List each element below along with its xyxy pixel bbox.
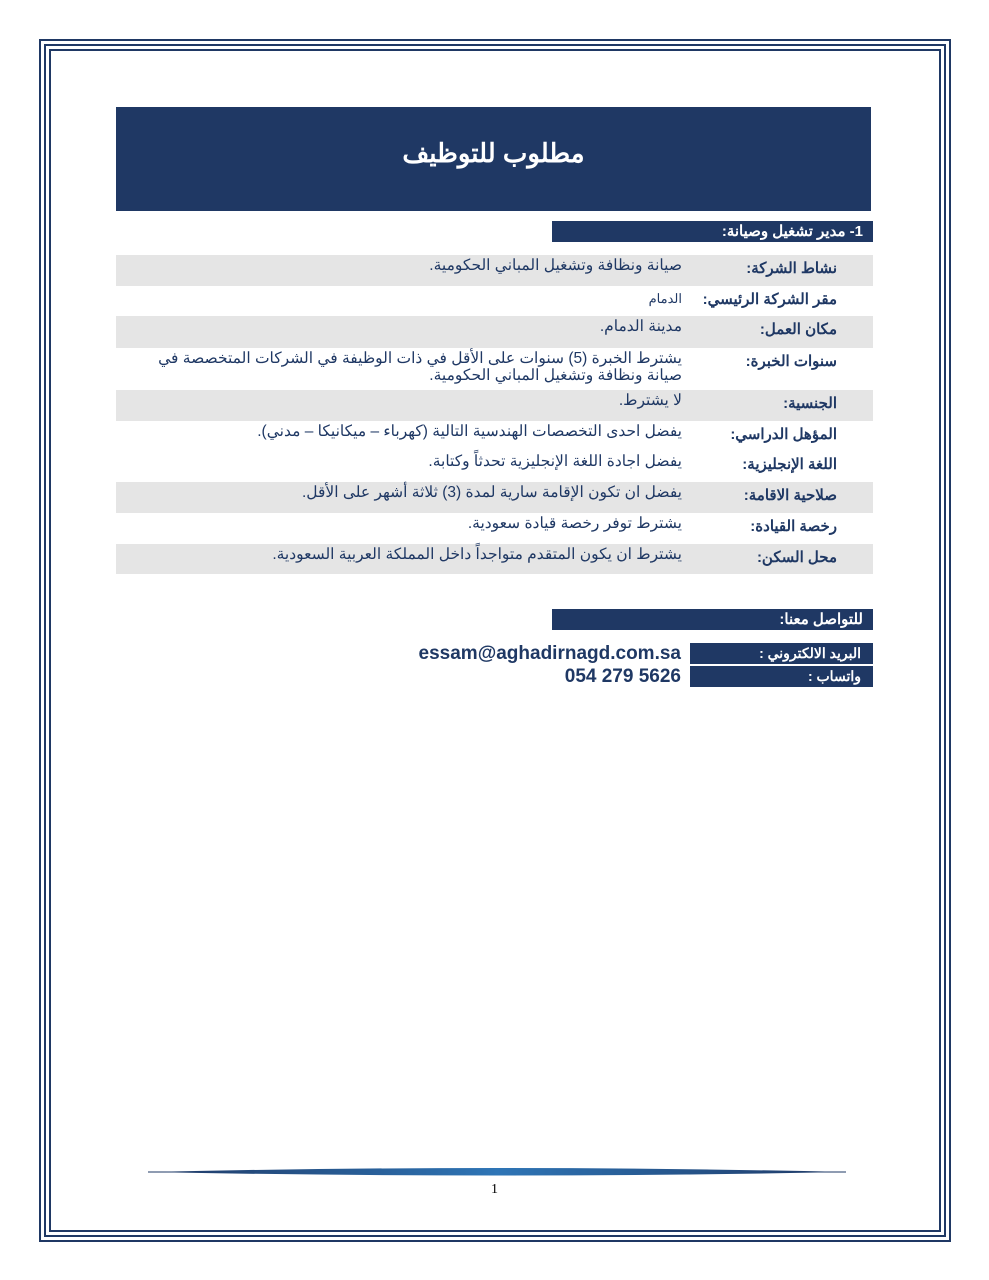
detail-row	[116, 544, 873, 574]
detail-value: صيانة ونظافة وتشغيل المباني الحكومية.	[429, 257, 682, 274]
detail-label: صلاحية الاقامة:	[743, 487, 837, 504]
whatsapp-number[interactable]: 054 279 5626	[564, 666, 681, 687]
detail-label: نشاط الشركة:	[746, 260, 837, 277]
detail-label: مكان العمل:	[759, 321, 837, 338]
detail-label: الجنسية:	[783, 395, 837, 412]
detail-row	[116, 255, 873, 286]
section-job-title: 1- مدير تشغيل وصيانة:	[552, 221, 873, 242]
detail-label: رخصة القيادة:	[750, 518, 837, 535]
detail-value: يفضل ان تكون الإقامة سارية لمدة (3) ثلاثة أشهر على الأقل.	[301, 484, 682, 501]
detail-label: سنوات الخبرة:	[745, 353, 837, 370]
detail-value: يشترط ان يكون المتقدم متواجداً داخل المملكة العربية السعودية.	[272, 546, 682, 563]
detail-value: لا يشترط.	[618, 392, 682, 409]
detail-row	[116, 513, 873, 544]
detail-row	[116, 316, 873, 348]
detail-label: محل السكن:	[756, 549, 837, 566]
detail-row	[116, 482, 873, 513]
detail-row	[116, 348, 873, 390]
title-banner	[116, 107, 871, 211]
detail-row	[116, 286, 873, 316]
detail-label: اللغة الإنجليزية:	[742, 456, 837, 473]
email-address[interactable]: essam@aghadirnagd.com.sa	[418, 643, 681, 664]
detail-value: يفضل احدى التخصصات الهندسية التالية (كهرباء – ميكانيكا – مدني).	[257, 423, 682, 440]
detail-row	[116, 451, 873, 482]
detail-label: المؤهل الدراسي:	[730, 426, 837, 443]
detail-value: الدمام	[648, 291, 682, 306]
email-label: البريد الالكتروني :	[690, 643, 873, 664]
whatsapp-label: واتساب :	[690, 666, 873, 687]
footer-divider	[148, 1166, 846, 1178]
detail-row	[116, 390, 873, 421]
detail-row	[116, 421, 873, 451]
detail-value: مدينة الدمام.	[599, 318, 682, 335]
section-contact: للتواصل معنا:	[552, 609, 873, 630]
detail-value: يشترط الخبرة (5) سنوات على الأقل في ذات الوظيفة في الشركات المتخصصة في صيانة ونظافة وتشغيل المباني الحكومية.	[158, 350, 682, 384]
detail-value: يشترط توفر رخصة قيادة سعودية.	[467, 515, 682, 532]
detail-value: يفضل اجادة اللغة الإنجليزية تحدثاً وكتابة.	[428, 453, 682, 470]
page-title: مطلوب للتوظيف	[402, 137, 585, 168]
page-number: 1	[491, 1182, 498, 1197]
detail-label: مقر الشركة الرئيسي:	[702, 291, 837, 308]
